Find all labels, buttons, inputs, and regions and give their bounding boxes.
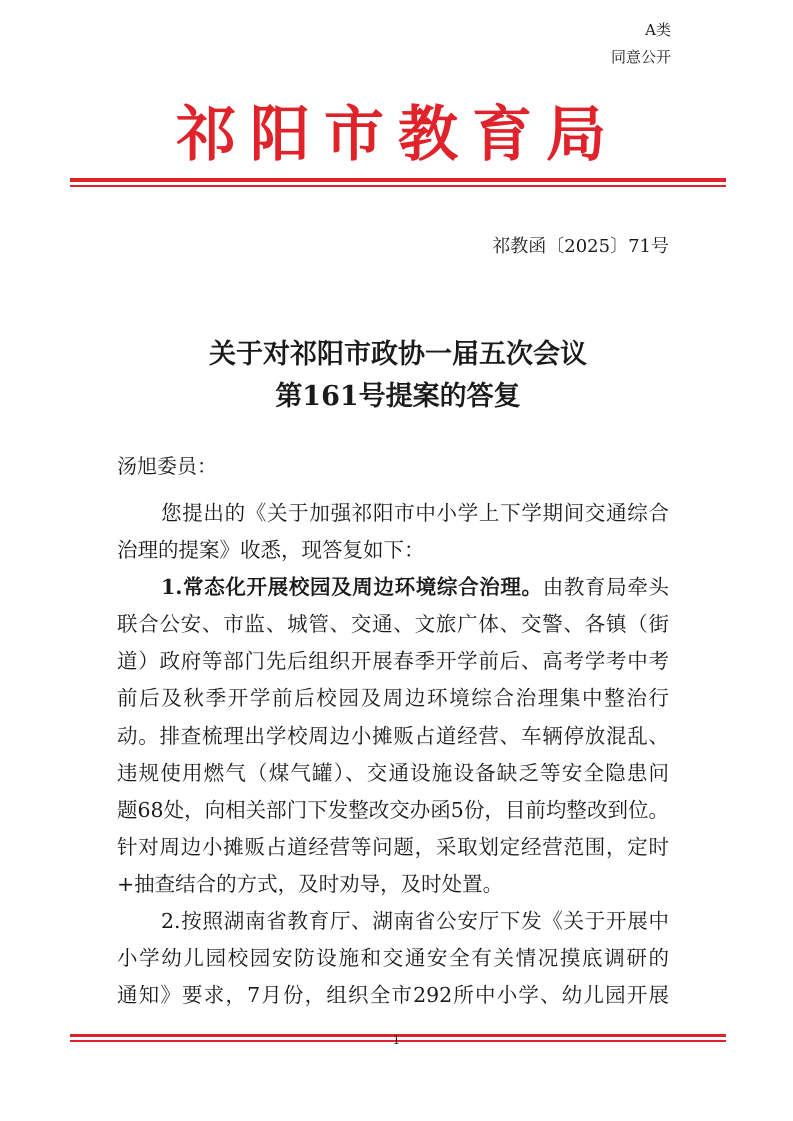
body-line bbox=[117, 569, 669, 606]
salutation: 汤旭委员： bbox=[117, 454, 217, 478]
body-line: 小学幼儿园校园安防设施和交通安全有关情况摸底调研的 bbox=[117, 946, 669, 971]
body-line: 2.按照湖南省教育厅、湖南省公安厅下发《关于开展中 bbox=[161, 909, 669, 934]
body-line: 治理的提案》收悉，现答复如下： bbox=[117, 538, 425, 563]
body-line: 题68处，向相关部门下发整改交办函5份，目前均整改到位。 bbox=[117, 797, 669, 822]
masthead-title: 祁阳市教育局 bbox=[176, 100, 620, 170]
body-line: +抽查结合的方式，及时劝导，及时处置。 bbox=[117, 871, 504, 896]
masthead-divider-thick bbox=[70, 178, 726, 182]
classification-category: A类 bbox=[645, 21, 671, 39]
document-title-line-1: 关于对祁阳市政协一届五次会议 bbox=[209, 339, 587, 370]
body-line: 动。排查梳理出学校周边小摊贩占道经营、车辆停放混乱、 bbox=[117, 723, 669, 748]
body-line: 通知》要求，7月份，组织全市292所中小学、幼儿园开展 bbox=[117, 983, 669, 1008]
body-line: 针对周边小摊贩占道经营等问题，采取划定经营范围，定时 bbox=[117, 834, 669, 859]
masthead-divider-thin bbox=[70, 185, 726, 187]
body-line: 联合公安、市监、城管、交通、文旅广体、交警、各镇（街 bbox=[117, 612, 669, 637]
document-body bbox=[117, 495, 669, 1014]
body-line: 您提出的《关于加强祁阳市中小学上下学期间交通综合 bbox=[161, 501, 669, 525]
body-line: 前后及秋季开学前后校园及周边环境综合治理集中整治行 bbox=[117, 686, 669, 711]
page-number: 1 bbox=[392, 1033, 401, 1047]
body-line: 道）政府等部门先后组织开展春季开学前后、高考学考中考 bbox=[117, 649, 669, 674]
section-heading: 1.常态化开展校园及周边环境综合治理。 bbox=[161, 575, 543, 600]
document-number: 祁教函〔2025〕71号 bbox=[492, 236, 669, 257]
body-line: 违规使用燃气（煤气罐）、交通设施设备缺乏等安全隐患问 bbox=[117, 760, 669, 785]
document-title-line-2: 第161号提案的答复 bbox=[275, 381, 521, 412]
disclosure-status: 同意公开 bbox=[610, 48, 671, 66]
body-text: 由教育局牵头 bbox=[542, 575, 669, 600]
